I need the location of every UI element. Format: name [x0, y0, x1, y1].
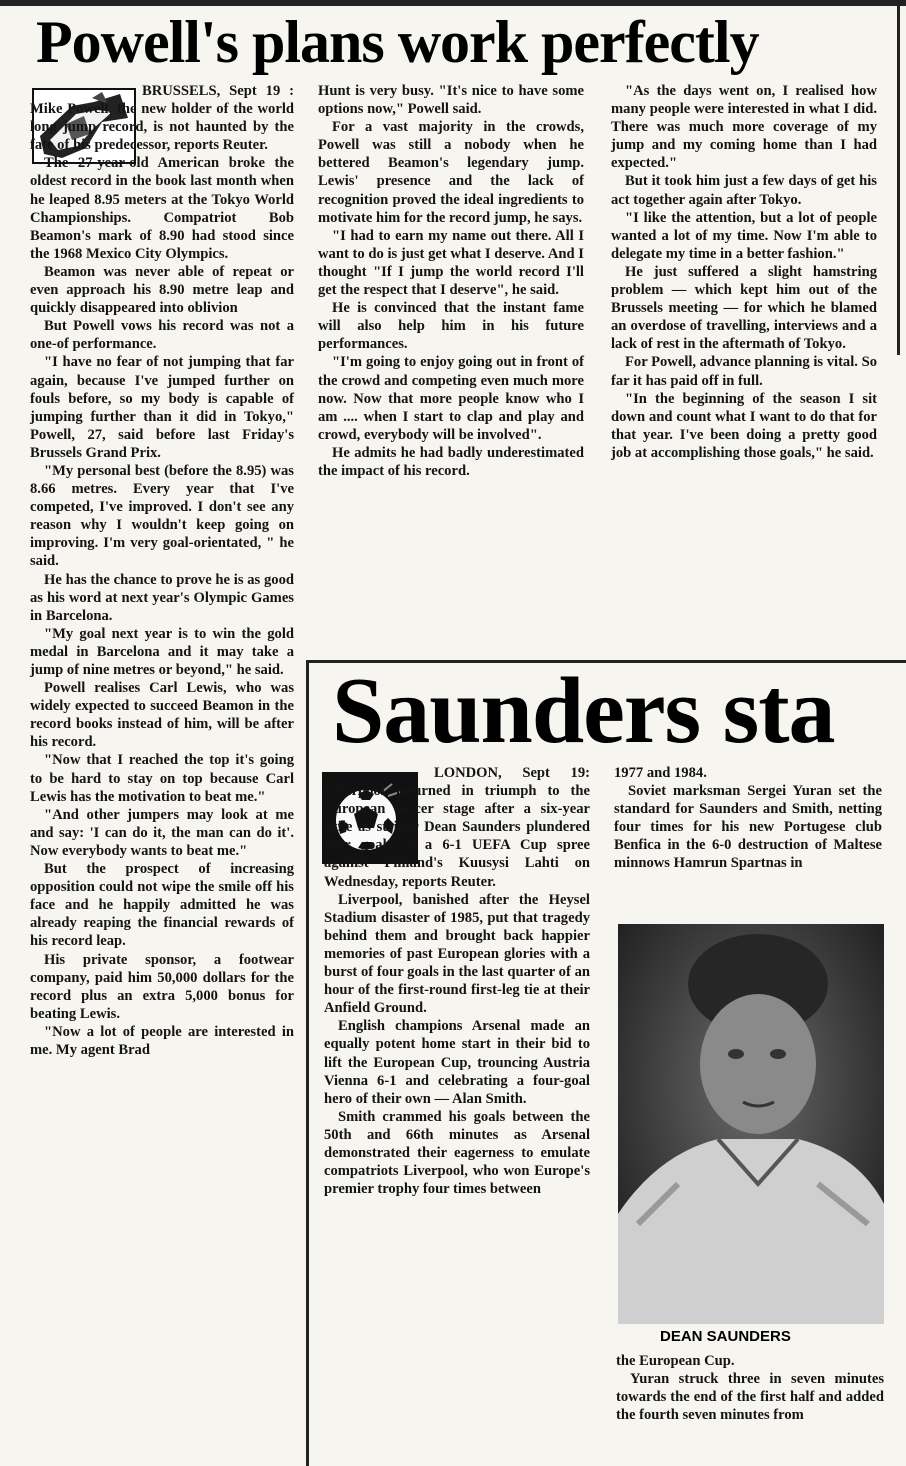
article1-paragraph: He has the chance to prove he is as good as his word at next year's Olympic Games in Barcelona. [30, 571, 294, 624]
article2-paragraph: Soviet marksman Sergei Yuran set the standard for Saunders and Smith, netting four times for his new Portugese club Benfica in the 6-0 destruction of Maltese minnows Hamrun Spartnas in [614, 783, 882, 872]
article2-column-2-bottom [616, 1352, 884, 1424]
article1-paragraph: BRUSSELS, Sept 19 : Mike Powell, the new holder of the world long jump record, is not haunted by the fate of his predecessor, reports Reuter. [30, 83, 294, 154]
article2-paragraph: Liverpool, banished after the Heysel Stadium disaster of 1985, put that tragedy behind them and brought back happier memories of past European glories with a burst of four goals in the last quarter of an hour of the first-round first-leg tie at their Anfield Ground. [324, 891, 590, 1017]
article1-paragraph: "I have no fear of not jumping that far again, because I've jumped further on fouls before, so my body is capable of jumping further than it did in Tokyo," Powell, 27, said before last Friday's Brussels Grand Prix. [30, 354, 294, 461]
article1-paragraph: "I'm going to enjoy going out in front of the crowd and competing even much more now. Now that more people know who I am .... when I start to clap and play and crowd, everybody will be involved". [318, 354, 584, 443]
article1-column-3 [611, 82, 877, 462]
article1-paragraph: His private sponsor, a footwear company, paid him 50,000 dollars for the record plus an extra 5,000 bonus for beating Lewis. [30, 951, 294, 1022]
article2-column-2-top [614, 764, 882, 873]
article1-column-2 [318, 82, 584, 480]
article1-paragraph: But it took him just a few days of get his act together again after Tokyo. [611, 173, 877, 208]
article2-paragraph: LONDON, Sept 19: Liverpool returned in triumph to the European soccer stage after a six-year exile as striker Dean Saunders plundered four goals in a 6-1 UEFA Cup spree against Finland's Kuusysi Lahti on Wednesday, reports Reuter. [324, 765, 590, 890]
article2-paragraph: Smith crammed his goals between the 50th and 66th minutes as Arsenal demonstrated their eagerness to emulate compatriots Liverpool, who won Europe's premier trophy four times between [324, 1108, 590, 1198]
article2-left-rule [306, 660, 309, 1466]
article1-paragraph: "I had to earn my name out there. All I want to do is just get what I deserve. And I thought "If I jump the world record I'll get the respect that I deserve", he said. [318, 227, 584, 299]
article1-paragraph: He is convinced that the instant fame will also help him in his future performances. [318, 300, 584, 353]
article1-paragraph: Beamon was never able of repeat or even approach his 8.90 metre leap and quickly disappeared into oblivion [30, 263, 294, 317]
article2-paragraph: 1977 and 1984. [614, 765, 707, 781]
article2-column-1 [324, 764, 590, 1198]
article1-paragraph: "Now a lot of people are interested in me. My agent Brad [30, 1023, 294, 1058]
article1-paragraph: "My personal best (before the 8.95) was 8.66 metres. Every year that I've competed, I've improved. I don't see any reason why I wouldn't keep going on improving. I'm very goal-orientated, " he said. [30, 462, 294, 570]
article1-paragraph: For a vast majority in the crowds, Powell was still a nobody when he bettered Beamon's legendary jump. Lewis' presence and the lack of recognition proved the ideal ingredients to motivate him for the record jump, he says. [318, 119, 584, 226]
article2-paragraph: Yuran struck three in seven minutes towards the end of the first half and added the fourth seven minutes from [616, 1371, 884, 1424]
article1-paragraph: "And other jumpers may look at me and say: 'I can do it, the man can do it'. Now everybody wants to beat me." [30, 806, 294, 859]
photo-caption: DEAN SAUNDERS [660, 1328, 791, 1345]
article2-paragraph: English champions Arsenal made an equally potent home start in their bid to lift the European Cup, trouncing Austria Vienna 6-1 and celebrating a four-goal hero of their own — Alan Smith. [324, 1018, 590, 1107]
article1-column-1 [30, 82, 294, 1059]
article1-paragraph: "I like the attention, but a lot of people wanted a lot of my time. Now I'm able to delegate my time in a better fashion." [611, 209, 877, 262]
article1-paragraph: The 27-year-old American broke the oldest record in the book last month when he leaped 8.95 meters at the Tokyo World Championships. Compatriot Bob Beamon's mark of 8.90 had stood since the 1968 Mexico City Olympics. [30, 155, 294, 262]
article1-paragraph: "As the days went on, I realised how many people were interested in what I did. There was much more coverage of my jump and my coming home than I had expected." [611, 83, 877, 172]
dean-saunders-photo [618, 924, 884, 1324]
article1-headline: Powell's plans work perfectly [36, 9, 759, 75]
article1-paragraph: Powell realises Carl Lewis, who was widely expected to succeed Beamon in the record books instead of him, will be after his record. [30, 680, 294, 751]
article1-paragraph: "In the beginning of the season I sit down and count what I want to do that for that year. I've been doing a pretty good job at accomplishing those goals," he said. [611, 390, 877, 461]
right-border-top [897, 0, 900, 355]
article1-paragraph: "My goal next year is to win the gold medal in Barcelona and it may take a jump of nine metres or beyond," he said. [30, 625, 294, 678]
article1-paragraph: For Powell, advance planning is vital. So far it has paid off in full. [611, 354, 877, 389]
article1-paragraph: He admits he had badly underestimated the impact of his record. [318, 444, 584, 479]
article1-paragraph: But the prospect of increasing opposition could not wipe the smile off his face and he happily admitted he was already reaping the financial rewards of his record leap. [30, 861, 294, 950]
article1-paragraph: Hunt is very busy. "It's nice to have some options now," Powell said. [318, 83, 584, 118]
article2-headline: Saunders sta [332, 659, 835, 763]
top-border [0, 0, 906, 6]
article1-paragraph: But Powell vows his record was not a one-of performance. [30, 318, 294, 353]
article1-paragraph: "Now that I reached the top it's going to be hard to stay on top because Carl Lewis has the motivation to beat me." [30, 752, 294, 805]
article1-paragraph: He just suffered a slight hamstring problem — which kept him out of the Brussels meeting — for which he blamed an overdose of travelling, interviews and a lack of rest in the aftermath of Tokyo. [611, 263, 877, 353]
article2-paragraph: the European Cup. [616, 1353, 735, 1369]
